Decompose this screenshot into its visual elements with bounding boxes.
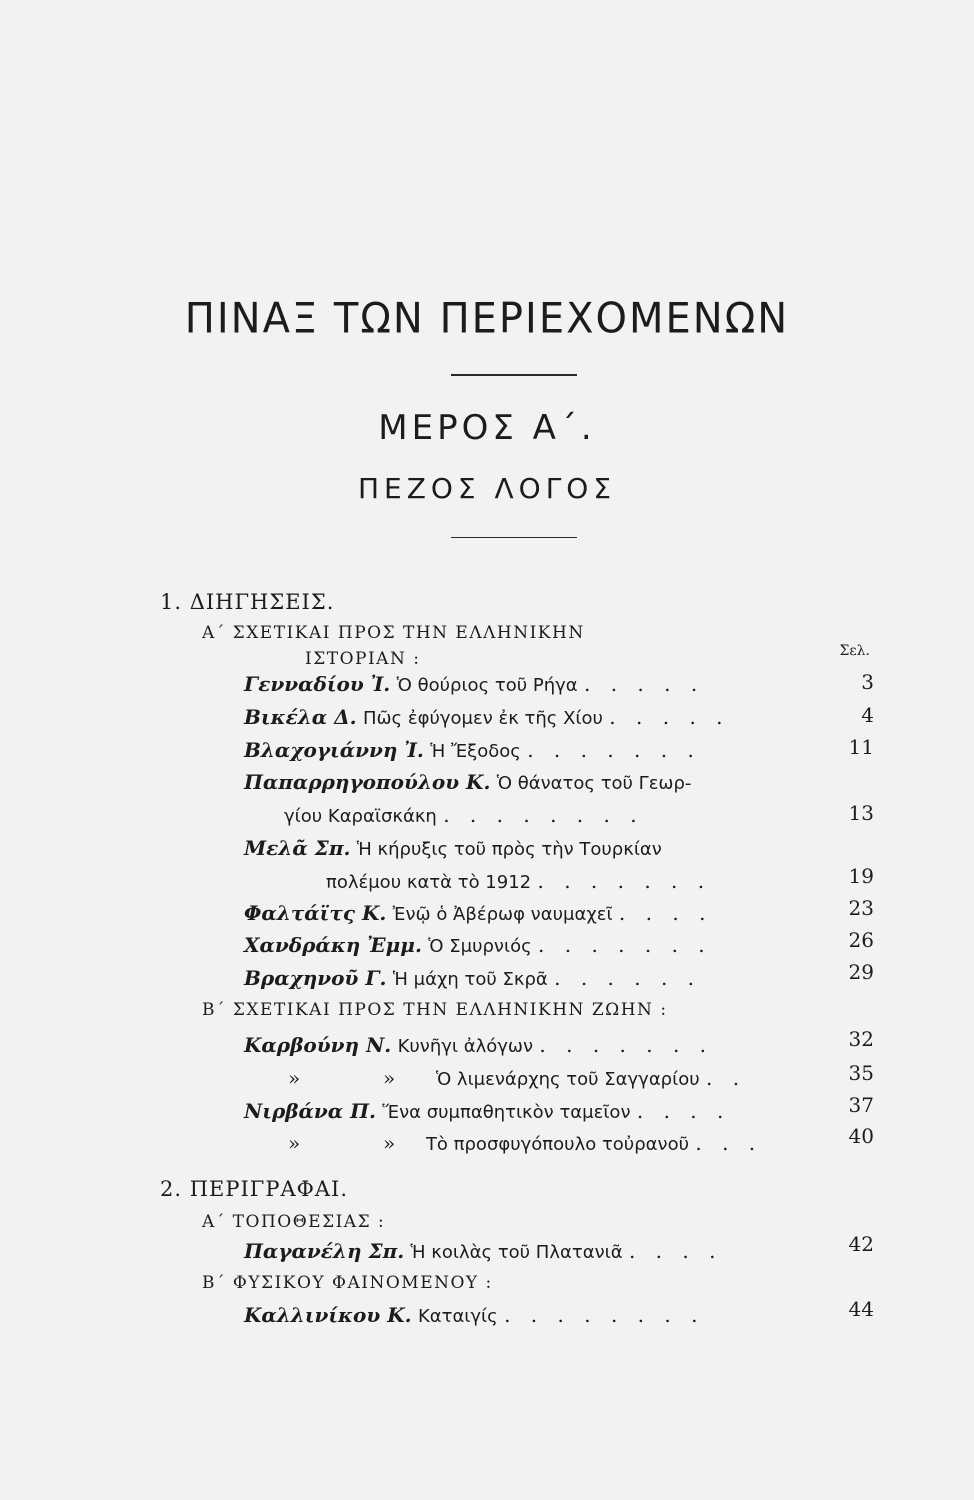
leader-dots: . . . (695, 1131, 763, 1155)
entry-author: Παπαρρηγοπούλου Κ. (244, 770, 491, 794)
leader-dots: . . . . . . . (527, 738, 701, 762)
leader-dots: . . . . . (583, 672, 705, 696)
part-heading: ΜΕΡΟΣ Α΄. (378, 408, 596, 448)
entry-page: 4 (861, 703, 874, 727)
entry-title: Πῶς ἐφύγομεν ἐκ τῆς Χίου (362, 708, 603, 729)
leader-dots: . . (706, 1066, 747, 1090)
ditto-mark: » (288, 1131, 301, 1155)
leader-dots: . . . . (636, 1099, 731, 1123)
section-1a-heading-cont: ΙΣΤΟΡΙΑΝ : (305, 649, 421, 669)
leader-dots: . . . . (628, 1239, 723, 1263)
leader-dots: . . . . . . (554, 966, 702, 990)
entry-title: Ἡ κήρυξις τοῦ πρὸς τὴν Τουρκίαν (356, 839, 662, 860)
entry-title: Τὸ προσφυγόπουλο τοὐρανοῦ (425, 1134, 689, 1155)
section-1-title: 1. ΔΙΗΓΗΣΕΙΣ. (160, 590, 335, 614)
leader-dots: . . . . . . . (539, 1033, 714, 1057)
leader-dots: . . . . . (609, 705, 730, 729)
section-2b-heading: Β΄ ΦΥΣΙΚΟΥ ΦΑΙΝΟΜΕΝΟΥ : (202, 1273, 493, 1293)
toc-entry (244, 1033, 713, 1057)
leader-dots: . . . . . . . . (443, 803, 644, 827)
entry-author: Φαλτάϊτς Κ. (244, 901, 387, 925)
ditto-mark: » (382, 1066, 396, 1090)
entry-author: Βραχηνοῦ Γ. (244, 966, 387, 990)
toc-entry (244, 705, 730, 729)
divider-bottom (451, 537, 577, 538)
toc-entry (244, 770, 691, 794)
toc-entry (244, 933, 712, 957)
entry-title: Ἡ Ἔξοδος (430, 741, 521, 762)
entry-author: Βικέλα Δ. (244, 705, 357, 729)
entry-author: Καλλινίκου Κ. (244, 1303, 412, 1327)
entry-page: 3 (861, 670, 874, 694)
leader-dots: . . . . . . . . (504, 1303, 705, 1327)
toc-entry (244, 1303, 704, 1327)
section-1b-heading: Β΄ ΣΧΕΤΙΚΑΙ ΠΡΟΣ ΤΗΝ ΕΛΛΗΝΙΚΗΝ ΖΩΗΝ : (202, 1000, 668, 1020)
toc-entry (244, 836, 662, 860)
entry-title: Ὁ θάνατος τοῦ Γεωρ- (496, 773, 692, 794)
ditto-mark: » (382, 1131, 396, 1155)
section-2-title: 2. ΠΕΡΙΓΡΑΦΑΙ. (160, 1177, 348, 1201)
entry-page: 29 (848, 960, 874, 984)
entry-page: 32 (848, 1027, 874, 1051)
leader-dots: . . . . (618, 901, 713, 925)
entry-author: Καρβούνη Ν. (244, 1033, 392, 1057)
page-title: ΠΙΝΑΞ ΤΩΝ ΠΕΡΙΕΧΟΜΕΝΩΝ (184, 294, 790, 344)
section-2a-heading: Α΄ ΤΟΠΟΘΕΣΙΑΣ : (202, 1212, 386, 1232)
entry-page: 42 (848, 1232, 874, 1256)
entry-title: Ἕνα συμπαθητικὸν ταμεῖον (382, 1102, 631, 1123)
leader-dots: . . . . . . . (538, 933, 712, 957)
entry-author: Παγανέλη Σπ. (244, 1239, 405, 1263)
page-column-header: Σελ. (839, 643, 870, 659)
divider-top (451, 374, 577, 376)
entry-title: Ὁ θούριος τοῦ Ρήγα (396, 675, 578, 696)
entry-page: 44 (848, 1297, 874, 1321)
entry-page: 23 (848, 896, 874, 920)
toc-entry (244, 738, 701, 762)
toc-entry (244, 901, 712, 925)
entry-title-cont: πολέμου κατὰ τὸ 1912 (326, 872, 532, 893)
entry-author: Βλαχογιάννη Ἰ. (244, 738, 424, 762)
entry-page: 40 (848, 1124, 874, 1148)
ditto-mark: » (288, 1066, 301, 1090)
toc-entry (244, 966, 701, 990)
entry-title: Ὁ Σμυρνιός (428, 936, 532, 957)
entry-title: Ὁ λιμενάρχης τοῦ Σαγγαρίου (435, 1069, 700, 1090)
leader-dots: . . . . . . . (537, 869, 712, 893)
toc-entry-cont (326, 869, 711, 893)
entry-author: Νιρβάνα Π. (244, 1099, 377, 1123)
entry-title: Ἐνῷ ὁ Ἀβέρωφ ναυμαχεῖ (392, 904, 613, 925)
section-1a-heading: Α΄ ΣΧΕΤΙΚΑΙ ΠΡΟΣ ΤΗΝ ΕΛΛΗΝΙΚΗΝ (202, 623, 585, 643)
entry-page: 13 (848, 801, 874, 825)
entry-title: Κυνῆγι ἀλόγων (397, 1036, 534, 1057)
entry-title-cont: γίου Καραϊσκάκη (284, 806, 437, 827)
toc-entry (244, 672, 704, 696)
toc-entry (288, 1131, 762, 1155)
entry-title: Καταιγίς (417, 1306, 498, 1327)
toc-entry (244, 1239, 722, 1263)
entry-page: 19 (848, 864, 874, 888)
entry-author: Μελᾶ Σπ. (244, 836, 351, 860)
entry-title: Ἡ κοιλὰς τοῦ Πλατανιᾶ (410, 1242, 623, 1263)
entry-title: Ἡ μάχη τοῦ Σκρᾶ (392, 969, 548, 990)
subpart-heading: ΠΕΖΟΣ ΛΟΓΟΣ (357, 472, 617, 505)
entry-page: 11 (848, 735, 874, 759)
toc-entry (288, 1066, 746, 1090)
entry-page: 37 (848, 1093, 874, 1117)
entry-author: Γενναδίου Ἰ. (244, 672, 391, 696)
toc-entry-cont (284, 803, 644, 827)
entry-page: 26 (848, 928, 874, 952)
entry-author: Χανδράκη Ἐμμ. (244, 933, 422, 957)
toc-entry (244, 1099, 730, 1123)
entry-page: 35 (848, 1061, 874, 1085)
